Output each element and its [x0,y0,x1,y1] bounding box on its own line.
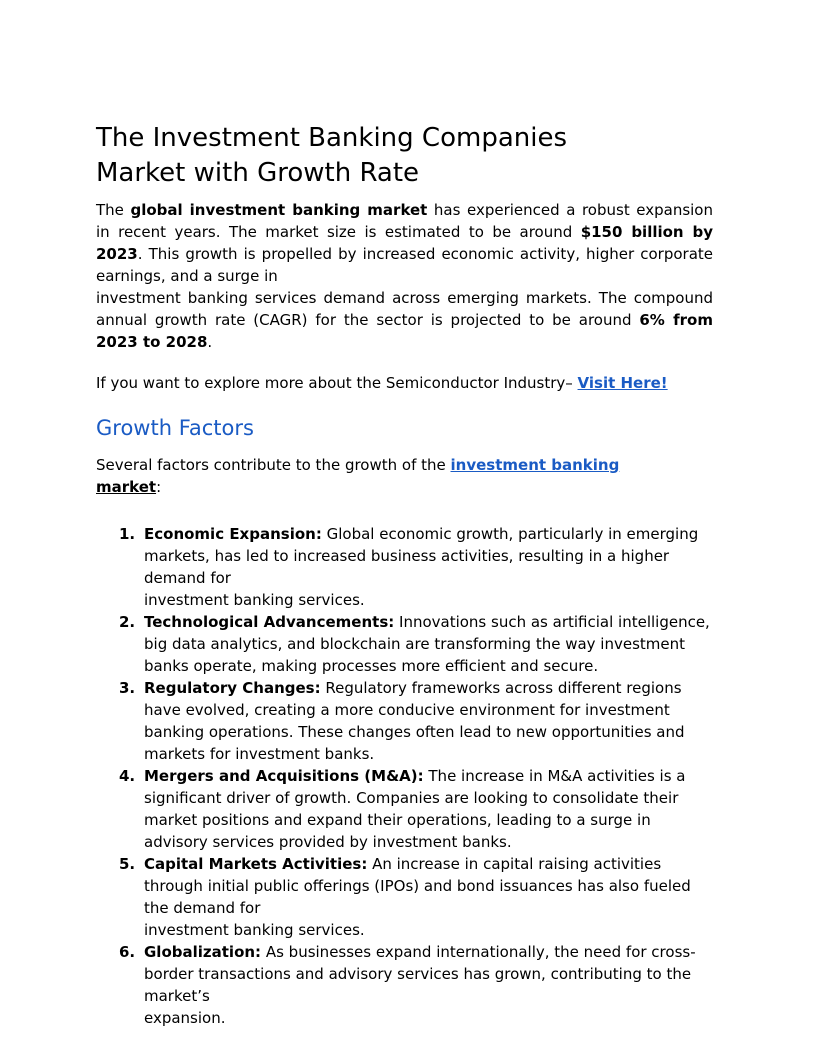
explore-paragraph: If you want to explore more about the Semiconductor Industry– Visit Here! [96,374,668,392]
growth-factors-list [96,523,716,1029]
investment-banking-link[interactable]: investment banking [450,456,620,474]
list-item: 6. Globalization: As businesses expand internationally, the need for cross-border transactions and advisory services has grown, contributing to the market’s expansion. [119,943,696,1027]
list-item: 5. Capital Markets Activities: An increase in capital raising activities through initial public offerings (IPOs) and bond issuances has also fueled the demand for investment banking services. [119,855,691,939]
intro-paragraph: The global investment banking market has experienced a robust expansion in recent years. The market size is estimated to be around $150 billion by 2023. This growth is propelled by increased economic activity, higher corporate earnings, and a surge in investment banking services demand across emerging markets. The compound annual growth rate (CAGR) for the sector is projected to be around 6% from 2023 to 2028. [96,201,714,351]
list-item: 4. Mergers and Acquisitions (M&A): The increase in M&A activities is a significant driver of growth. Companies are looking to consolidate their market positions and expand their operations, leading to a surge in advisory services provided by investment banks. [119,767,686,851]
growth-factors-heading: Growth Factors [96,416,254,440]
list-item: 2. Technological Advancements: Innovations such as artificial intelligence, big data analytics, and blockchain are transforming the way investment banks operate, making processes more efficient and secure. [119,613,710,675]
page-title: The Investment Banking Companies Market with Growth Rate [96,123,567,188]
factors-intro-paragraph: Several factors contribute to the growth of the investment banking market: [96,456,620,496]
visit-here-link[interactable]: Visit Here! [577,374,668,392]
market-link[interactable]: market [96,478,157,496]
list-item: 1. Economic Expansion: Global economic growth, particularly in emerging markets, has led to increased business activities, resulting in a higher demand for investment banking services. [119,525,699,609]
list-item: 3. Regulatory Changes: Regulatory frameworks across different regions have evolved, creating a more conducive environment for investment banking operations. These changes often lead to new opportunities and markets for investment banks. [119,679,685,763]
